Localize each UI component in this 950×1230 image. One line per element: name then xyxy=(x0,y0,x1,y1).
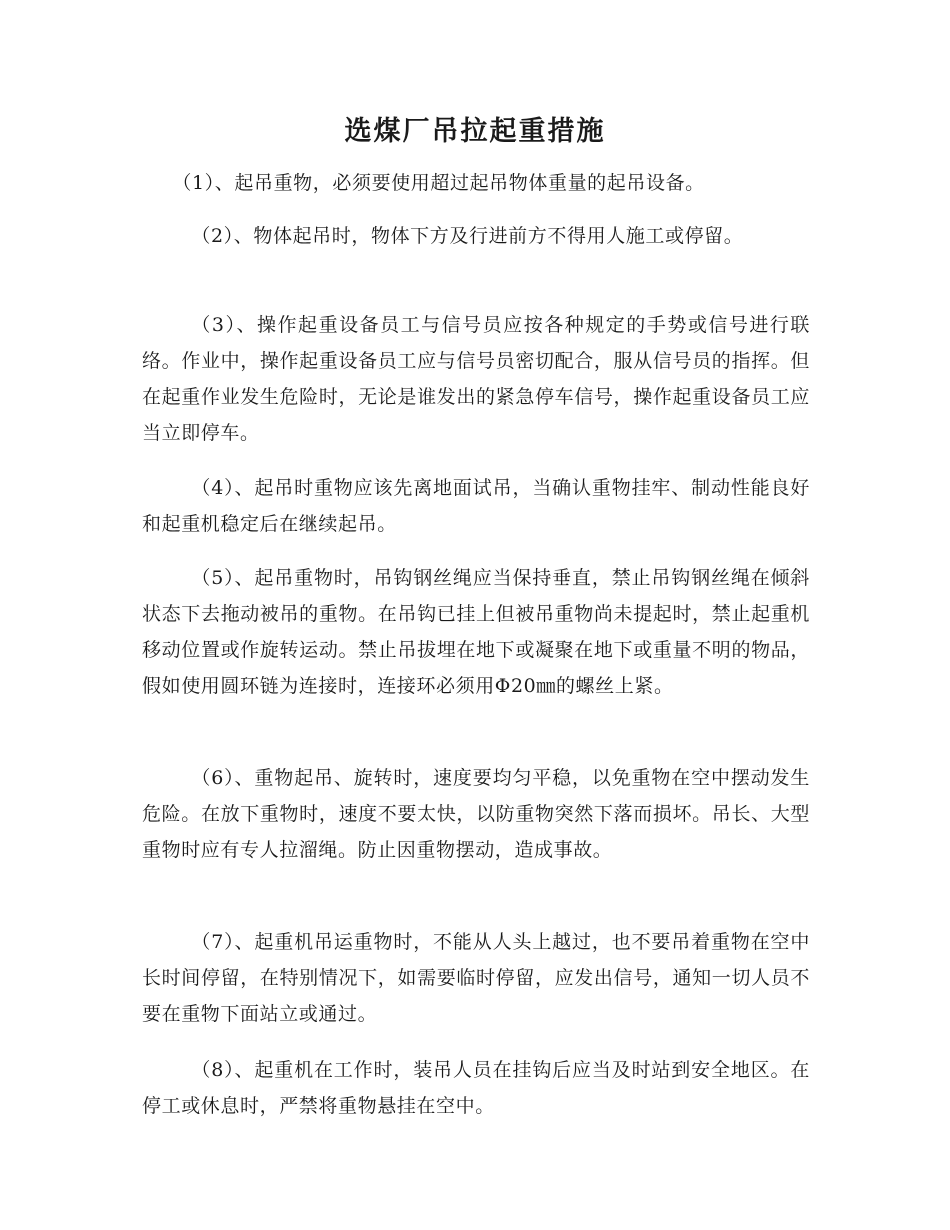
paragraph-7: （7）、起重机吊运重物时，不能从人头上越过，也不要吊着重物在空中长时间停留，在特别情况下，如需要临时停留，应发出信号，通知一切人员不要在重物下面站立或通过。 xyxy=(142,931,810,1025)
paragraph-2: （2）、物体起吊时，物体下方及行进前方不得用人施工或停留。 xyxy=(191,225,744,247)
paragraph-4: （4）、起吊时重物应该先离地面试吊，当确认重物挂牢、制动性能良好和起重机稳定后在继续起吊。 xyxy=(142,477,810,535)
paragraph-6: （6）、重物起吊、旋转时，速度要均匀平稳，以免重物在空中摆动发生危险。在放下重物时，速度不要太快，以防重物突然下落而损坏。吊长、大型重物时应有专人拉溜绳。防止因重物摆动，造成事故。 xyxy=(142,767,810,861)
paragraph-1: （1）、起吊重物，必须要使用超过起吊物体重量的起吊设备。 xyxy=(172,172,705,194)
paragraph-8: （8）、起重机在工作时，装吊人员在挂钩后应当及时站到安全地区。在停工或休息时，严禁将重物悬挂在空中。 xyxy=(142,1059,810,1117)
paragraph-3: （3）、操作起重设备员工与信号员应按各种规定的手势或信号进行联络。作业中，操作起重设备员工应与信号员密切配合，服从信号员的指挥。但在起重作业发生危险时，无论是谁发出的紧急停车信号，操作起重设备员工应当立即停车。 xyxy=(142,314,810,444)
paragraph-5: （5）、起吊重物时，吊钩钢丝绳应当保持垂直，禁止吊钩钢丝绳在倾斜状态下去拖动被吊的重物。在吊钩已挂上但被吊重物尚未提起时，禁止起重机移动位置或作旋转运动。禁止吊拔埋在地下或凝聚在地下或重量不明的物品，假如使用圆环链为连接时，连接环必须用Φ20㎜的螺丝上紧。 xyxy=(142,567,810,697)
document-title: 选煤厂吊拉起重措施 xyxy=(344,116,606,147)
